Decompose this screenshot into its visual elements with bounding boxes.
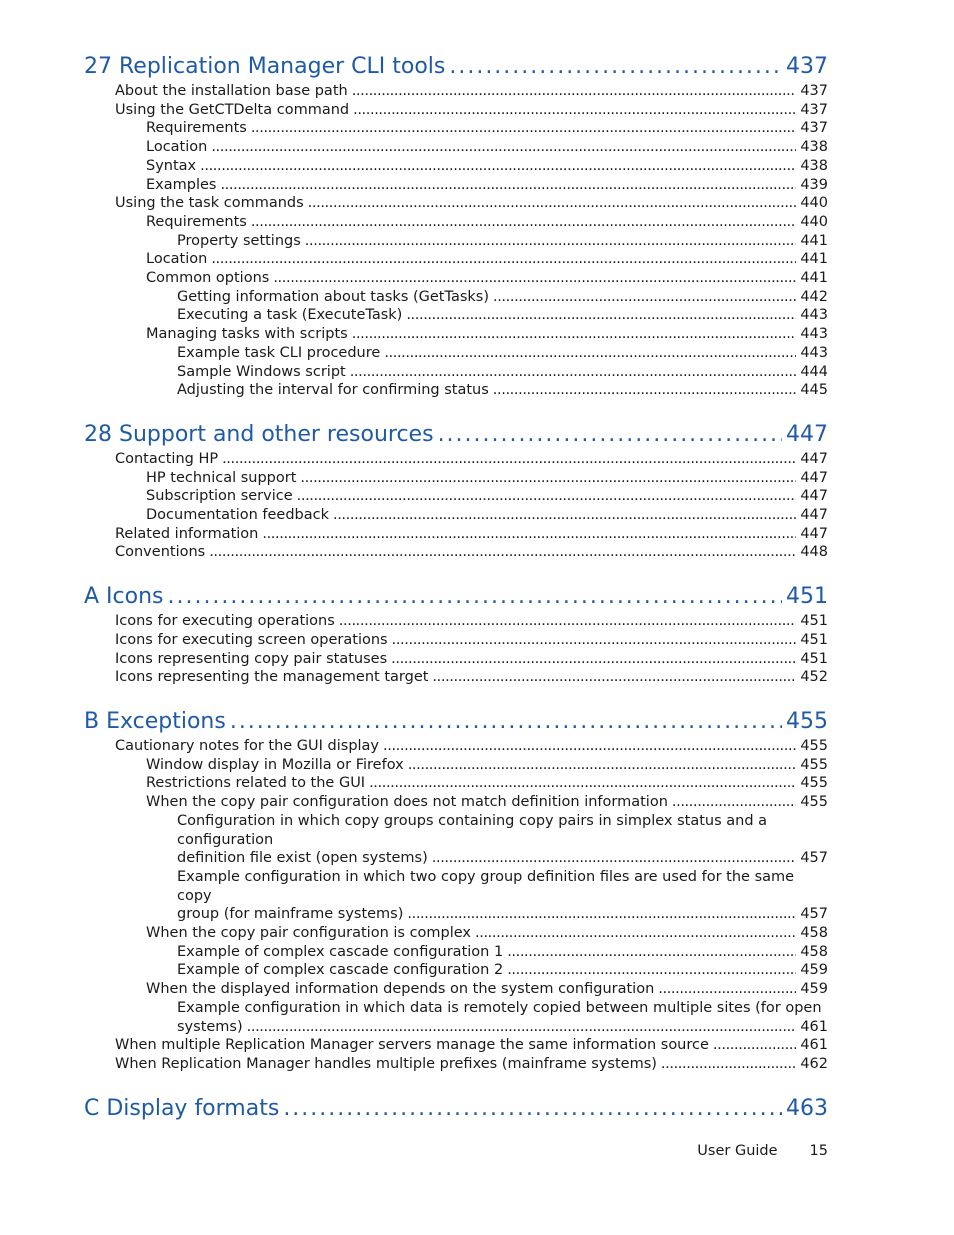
dot-leader [438, 420, 782, 450]
dot-leader [391, 650, 796, 669]
entry-page: 447 [800, 525, 828, 542]
entry-page: 459 [800, 981, 828, 998]
entry-title: Requirements [146, 120, 247, 137]
entry-page: 455 [800, 737, 828, 754]
dot-leader [333, 506, 796, 525]
entry-title: HP technical support [146, 469, 297, 486]
entry-title: When Replication Manager handles multiple prefixes (mainframe systems) [115, 1055, 657, 1072]
dot-leader [211, 138, 796, 157]
entry-page: 441 [800, 232, 828, 249]
toc-entry[interactable] [84, 194, 828, 213]
entry-title: Icons representing the management target [115, 669, 429, 686]
page-footer [697, 1143, 828, 1159]
toc-entry[interactable] [84, 506, 828, 525]
entry-page: 458 [800, 925, 828, 942]
toc-entry[interactable] [84, 543, 828, 562]
toc-entry[interactable] [84, 668, 828, 687]
toc-entry[interactable] [84, 344, 828, 363]
toc-entry[interactable] [84, 288, 828, 307]
entry-page: 443 [800, 326, 828, 343]
toc-entry[interactable] [84, 961, 828, 980]
toc-entry[interactable] [84, 157, 828, 176]
entry-title: Property settings [177, 232, 301, 249]
entry-page: 452 [800, 669, 828, 686]
table-of-contents [84, 52, 828, 1124]
dot-leader [352, 82, 797, 101]
toc-entry[interactable] [84, 325, 828, 344]
entry-page: 458 [800, 943, 828, 960]
entry-page: 451 [800, 613, 828, 630]
dot-leader [200, 157, 796, 176]
footer-page-number: 15 [809, 1143, 828, 1159]
entry-title-continued: group (for mainframe systems) [177, 906, 404, 923]
toc-entry[interactable] [84, 1055, 828, 1074]
entry-title: About the installation base path [115, 83, 348, 99]
dot-leader [209, 543, 796, 562]
toc-entry[interactable] [84, 101, 828, 120]
entry-page: 437 [800, 120, 828, 137]
dot-leader [475, 924, 796, 943]
entry-page: 438 [800, 139, 828, 156]
chapter-heading[interactable] [84, 1094, 828, 1124]
dot-leader [384, 344, 796, 363]
entry-title-continued: definition file exist (open systems) [177, 850, 428, 867]
entry-page: 447 [800, 507, 828, 524]
dot-leader [383, 737, 796, 756]
dot-leader [230, 707, 782, 737]
entry-page: 437 [800, 83, 828, 99]
toc-entry[interactable] [84, 756, 828, 775]
entry-page: 443 [800, 344, 828, 361]
toc-entry[interactable] [84, 469, 828, 488]
entry-page: 447 [800, 469, 828, 486]
entry-title: Getting information about tasks (GetTasks) [177, 288, 489, 305]
entry-page: 459 [800, 962, 828, 979]
entry-title: Managing tasks with scripts [146, 326, 348, 343]
entry-title: Location [146, 251, 208, 268]
toc-entry[interactable] [84, 943, 828, 962]
toc-entry[interactable] [84, 793, 828, 812]
entry-title: Related information [115, 525, 259, 542]
toc-entry[interactable] [84, 487, 828, 506]
toc-entry[interactable] [84, 1036, 828, 1055]
dot-leader [407, 905, 796, 924]
chapter-page: 447 [786, 421, 828, 447]
dot-leader [308, 194, 797, 213]
dot-leader [352, 325, 797, 344]
dot-leader [305, 232, 797, 251]
toc-entry[interactable] [84, 525, 828, 544]
entry-title: When the copy pair configuration is complex [146, 925, 472, 942]
entry-title: Window display in Mozilla or Firefox [146, 756, 404, 773]
dot-leader [408, 756, 797, 775]
toc-entry[interactable] [84, 450, 828, 469]
entry-title: Subscription service [146, 488, 293, 505]
dot-leader [392, 631, 797, 650]
toc-entry[interactable] [84, 119, 828, 138]
dot-leader [672, 793, 796, 812]
dot-leader [507, 943, 796, 962]
chapter-heading[interactable] [84, 52, 828, 82]
entry-title: Configuration in which copy groups containing copy pairs in simplex status and a configuration [177, 812, 768, 848]
entry-page: 461 [800, 1018, 828, 1035]
dot-leader [713, 1036, 796, 1055]
toc-entry[interactable] [84, 232, 828, 251]
toc-entry[interactable] [84, 980, 828, 999]
toc-entry[interactable] [84, 612, 828, 631]
entry-title: Example of complex cascade configuration 1 [177, 943, 504, 960]
chapter-page: 455 [786, 708, 828, 734]
entry-title: Common options [146, 270, 270, 287]
dot-leader [369, 774, 796, 793]
dot-leader [262, 525, 796, 544]
chapter-heading[interactable] [84, 582, 828, 612]
chapter-title: 27 Replication Manager CLI tools [84, 54, 446, 79]
entry-title: Icons representing copy pair statuses [115, 650, 388, 667]
toc-entry[interactable] [84, 250, 828, 269]
dot-leader [273, 269, 796, 288]
dot-leader [493, 381, 797, 400]
entry-page: 447 [800, 450, 828, 467]
toc-entry[interactable] [84, 381, 828, 400]
entry-title: Examples [146, 176, 217, 193]
toc-entry[interactable] [84, 138, 828, 157]
entry-page: 441 [800, 270, 828, 287]
entry-title: Conventions [115, 544, 206, 561]
dot-leader [406, 306, 796, 325]
entry-page: 447 [800, 488, 828, 505]
dot-leader [449, 52, 782, 82]
chapter-page: 451 [786, 584, 828, 610]
entry-title: Example configuration in which data is remotely copied between multiple sites (for open [177, 999, 822, 1016]
entry-title: When multiple Replication Manager servers manage the same information source [115, 1037, 709, 1054]
entry-title: Contacting HP [115, 450, 219, 467]
chapter-heading[interactable] [84, 420, 828, 450]
entry-title: When the copy pair configuration does not match definition information [146, 794, 668, 811]
dot-leader [211, 250, 796, 269]
toc-entry[interactable] [84, 213, 828, 232]
dot-leader [661, 1055, 796, 1074]
dot-leader [168, 582, 783, 612]
entry-page: 461 [800, 1037, 828, 1054]
entry-title: Requirements [146, 213, 247, 230]
toc-entry[interactable] [84, 306, 828, 325]
entry-page: 440 [800, 195, 828, 212]
dot-leader [353, 101, 796, 120]
entry-title: Example of complex cascade configuration 2 [177, 962, 504, 979]
toc-entry[interactable] [84, 176, 828, 195]
entry-page: 440 [800, 213, 828, 230]
entry-page: 441 [800, 251, 828, 268]
entry-title: Icons for executing operations [115, 613, 335, 630]
entry-page: 455 [800, 794, 828, 811]
entry-page: 451 [800, 631, 828, 648]
entry-page: 462 [800, 1055, 828, 1072]
chapter-heading[interactable] [84, 707, 828, 737]
entry-title: Executing a task (ExecuteTask) [177, 307, 403, 324]
entry-title: When the displayed information depends on the system configuration [146, 981, 655, 998]
dot-leader [432, 668, 796, 687]
entry-title: Restrictions related to the GUI [146, 775, 366, 792]
dot-leader [247, 1018, 797, 1037]
entry-page: 438 [800, 157, 828, 174]
dot-leader [300, 469, 796, 488]
entry-page: 439 [800, 176, 828, 193]
toc-entry[interactable] [84, 999, 828, 1036]
entry-title: Example configuration in which two copy group definition files are used for the same copy [177, 868, 795, 904]
toc-entry[interactable] [84, 363, 828, 382]
chapter-page: 463 [786, 1095, 828, 1121]
toc-entry[interactable] [84, 868, 828, 924]
toc-entry[interactable] [84, 269, 828, 288]
dot-leader [432, 849, 797, 868]
entry-page: 445 [800, 382, 828, 399]
footer-label: User Guide [697, 1143, 778, 1159]
dot-leader [507, 961, 796, 980]
entry-page: 442 [800, 288, 828, 305]
entry-title: Syntax [146, 157, 197, 174]
dot-leader [251, 119, 797, 138]
toc-entry[interactable] [84, 737, 828, 756]
entry-page: 457 [800, 906, 828, 923]
dot-leader [251, 213, 797, 232]
entry-title: Location [146, 139, 208, 156]
toc-entry[interactable] [84, 631, 828, 650]
entry-title: Using the task commands [115, 195, 304, 212]
entry-page: 457 [800, 850, 828, 867]
dot-leader [339, 612, 797, 631]
entry-title: Sample Windows script [177, 363, 346, 380]
toc-entry[interactable] [84, 924, 828, 943]
dot-leader [493, 288, 796, 307]
entry-title: Example task CLI procedure [177, 344, 381, 361]
entry-title: Using the GetCTDelta command [115, 101, 350, 118]
toc-entry[interactable] [84, 774, 828, 793]
toc-entry[interactable] [84, 82, 828, 101]
entry-page: 448 [800, 544, 828, 561]
dot-leader [297, 487, 797, 506]
chapter-title: C Display formats [84, 1095, 280, 1121]
chapter-title: A Icons [84, 584, 164, 610]
entry-page: 444 [800, 363, 828, 380]
entry-page: 451 [800, 650, 828, 667]
chapter-title: 28 Support and other resources [84, 421, 434, 447]
chapter-title: B Exceptions [84, 708, 226, 734]
entry-page: 437 [800, 101, 828, 118]
dot-leader [222, 450, 796, 469]
dot-leader [658, 980, 796, 999]
chapter-page: 437 [786, 54, 828, 79]
entry-title: Cautionary notes for the GUI display [115, 737, 380, 754]
entry-title-continued: systems) [177, 1018, 243, 1035]
dot-leader [350, 363, 797, 382]
dot-leader [220, 176, 796, 195]
entry-title: Icons for executing screen operations [115, 631, 388, 648]
entry-title: Adjusting the interval for confirming status [177, 382, 489, 399]
entry-page: 443 [800, 307, 828, 324]
dot-leader [283, 1094, 782, 1124]
entry-page: 455 [800, 756, 828, 773]
toc-entry[interactable] [84, 650, 828, 669]
entry-title: Documentation feedback [146, 507, 329, 524]
entry-page: 455 [800, 775, 828, 792]
toc-entry[interactable] [84, 812, 828, 868]
